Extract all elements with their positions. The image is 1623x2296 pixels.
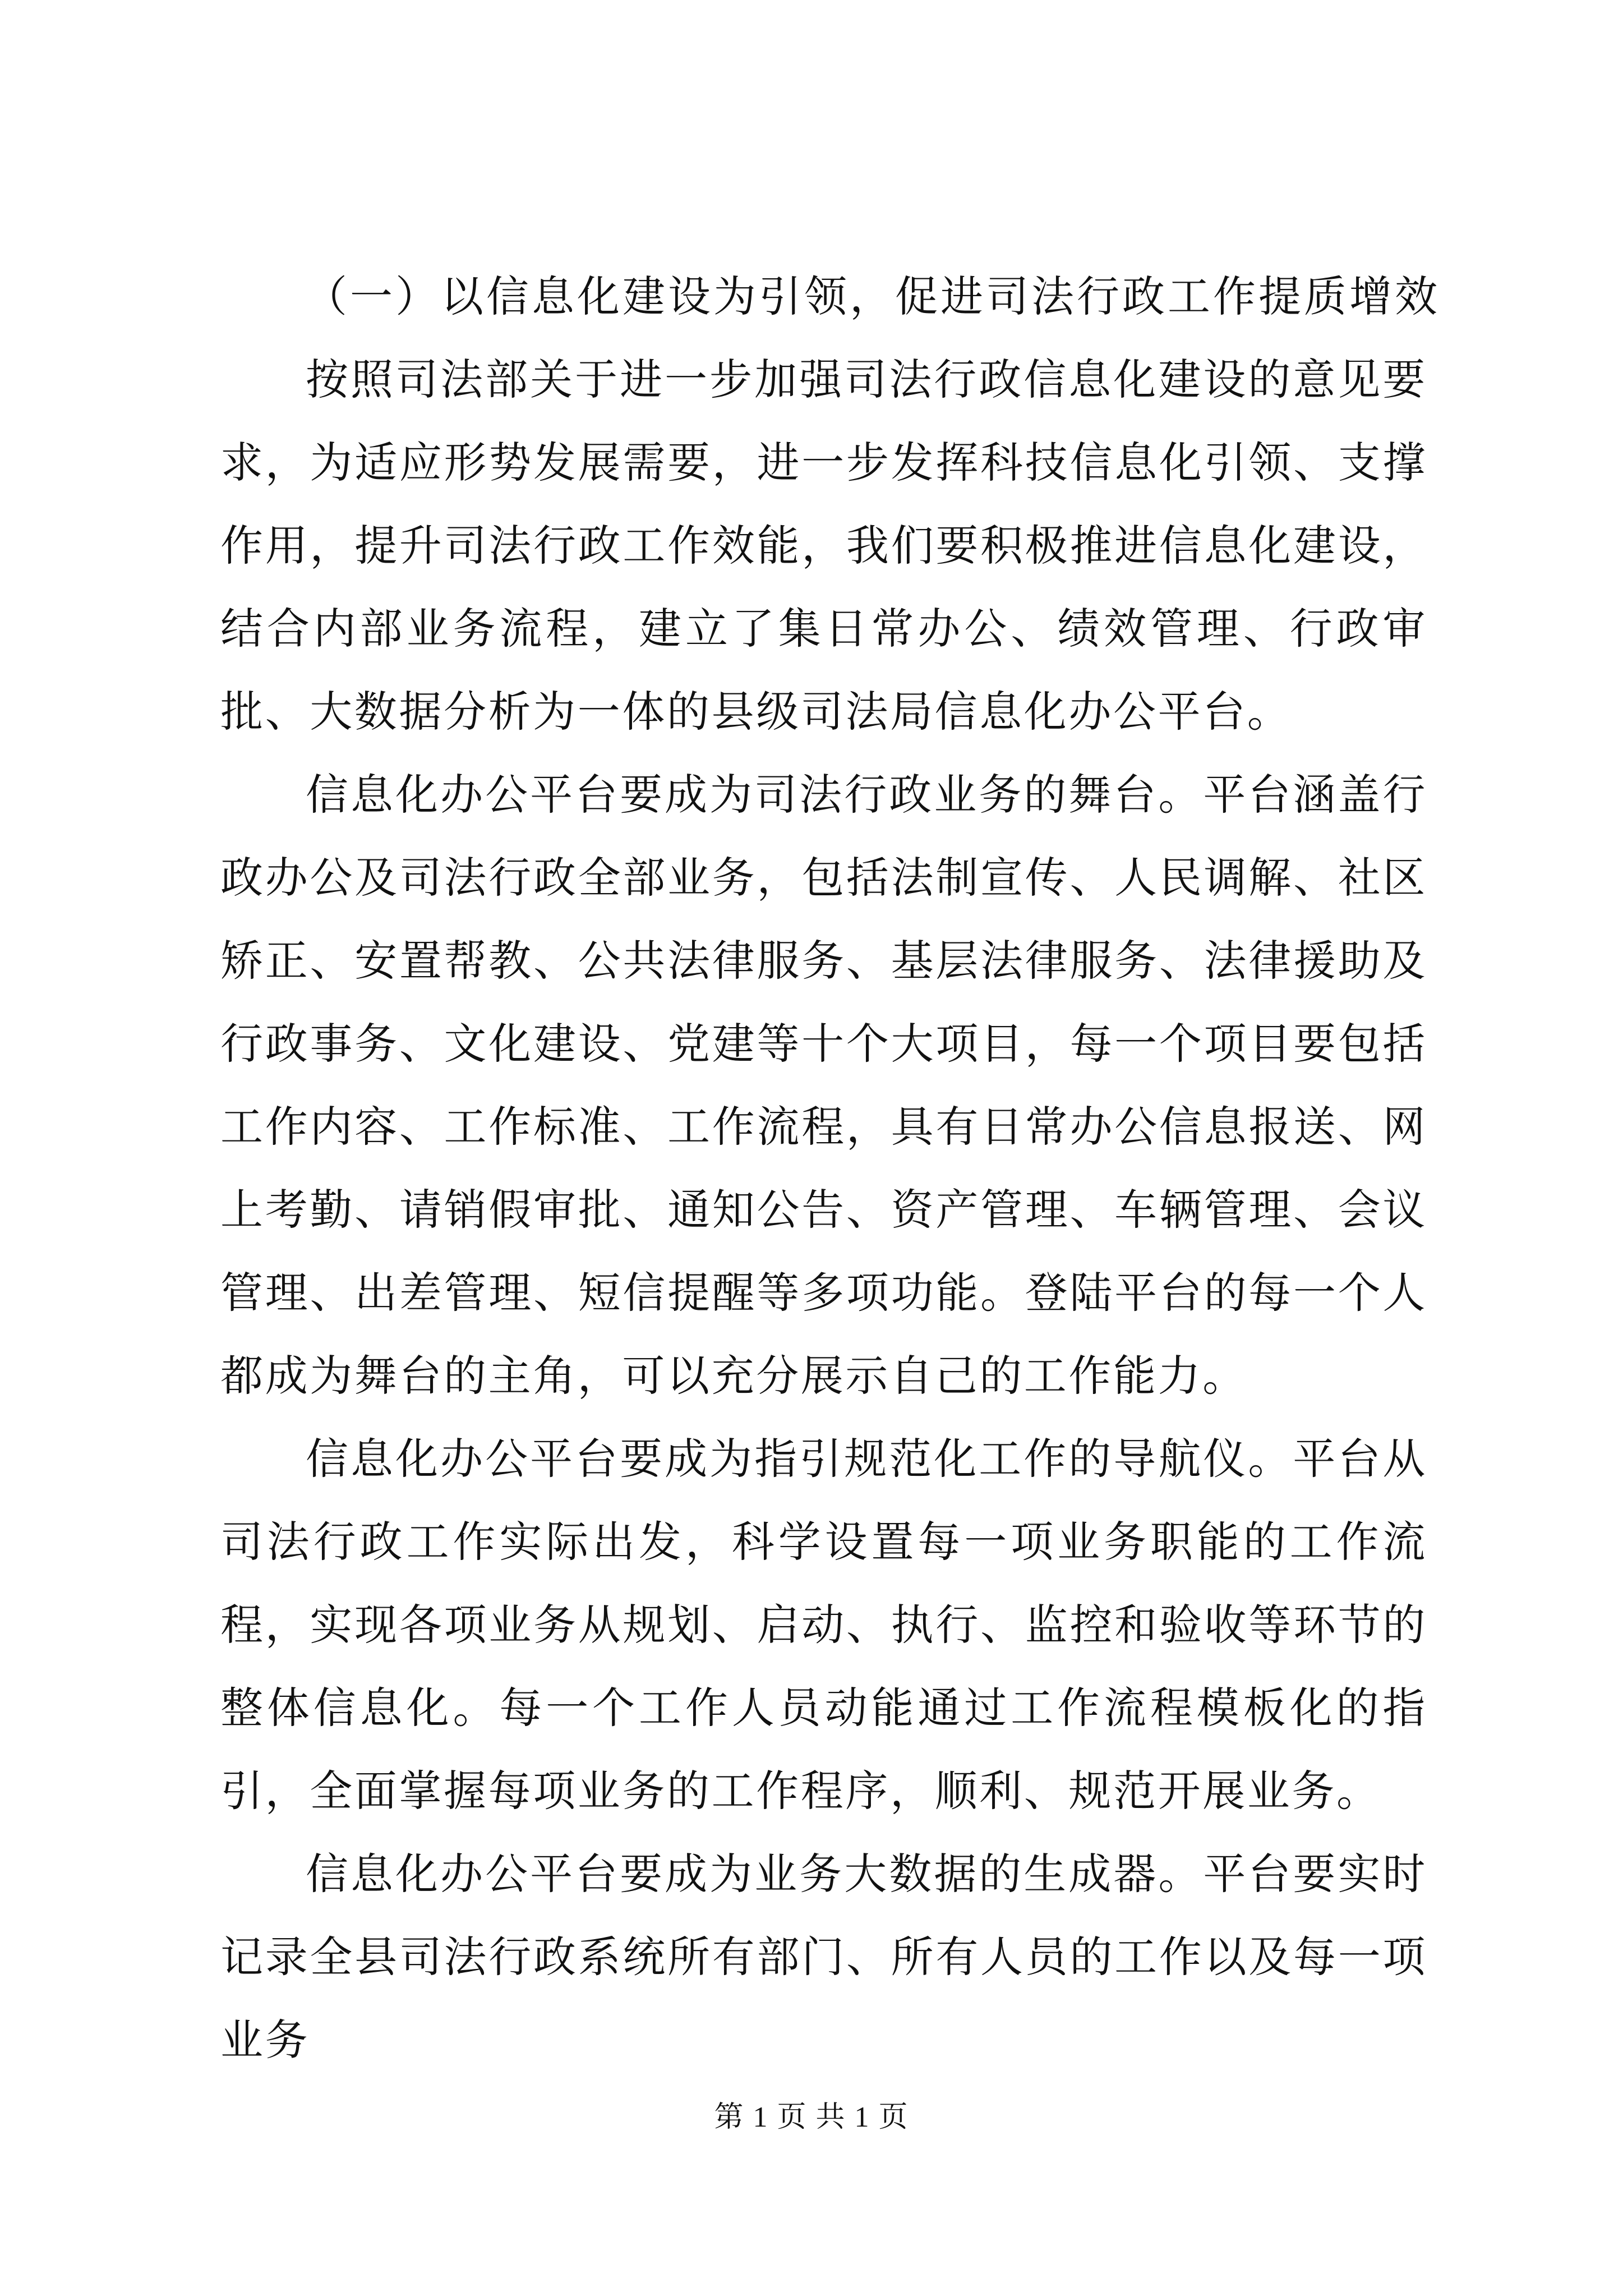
section-heading: （一）以信息化建设为引领，促进司法行政工作提质增效 [305, 272, 1440, 321]
page-number-footer: 第 1 页 共 1 页 [714, 2101, 909, 2133]
paragraph-1: 按照司法部关于进一步加强司法行政信息化建设的意见要求，为适应形势发展需要，进一步发挥科技信息化引领、支撑作用，提升司法行政工作效能，我们要积极推进信息化建设，结合内部业务流程，建立了集日常办公、绩效管理、行政审批、大数据分析为一体的县级司法局信息化办公平台。 [220, 355, 1427, 737]
paragraph-3: 信息化办公平台要成为指引规范化工作的导航仪。平台从司法行政工作实际出发，科学设置每一项业务职能的工作流程，实现各项业务从规划、启动、执行、监控和验收等环节的整体信息化。每一个工作人员动能通过工作流程模板化的指引，全面掌握每项业务的工作程序，顺利、规范开展业务。 [220, 1434, 1427, 1816]
paragraph-4: 信息化办公平台要成为业务大数据的生成器。平台要实时记录全县司法行政系统所有部门、所有人员的工作以及每一项业务 [220, 1849, 1427, 2065]
document-body [220, 255, 1440, 2082]
paragraph-2: 信息化办公平台要成为司法行政业务的舞台。平台涵盖行政办公及司法行政全部业务，包括法制宣传、人民调解、社区矫正、安置帮教、公共法律服务、基层法律服务、法律援助及行政事务、文化建设、党建等十个大项目，每一个项目要包括工作内容、工作标准、工作流程，具有日常办公信息报送、网上考勤、请销假审批、通知公告、资产管理、车辆管理、会议管理、出差管理、短信提醒等多项功能。登陆平台的每一个人都成为舞台的主角，可以充分展示自己的工作能力。 [220, 770, 1427, 1401]
